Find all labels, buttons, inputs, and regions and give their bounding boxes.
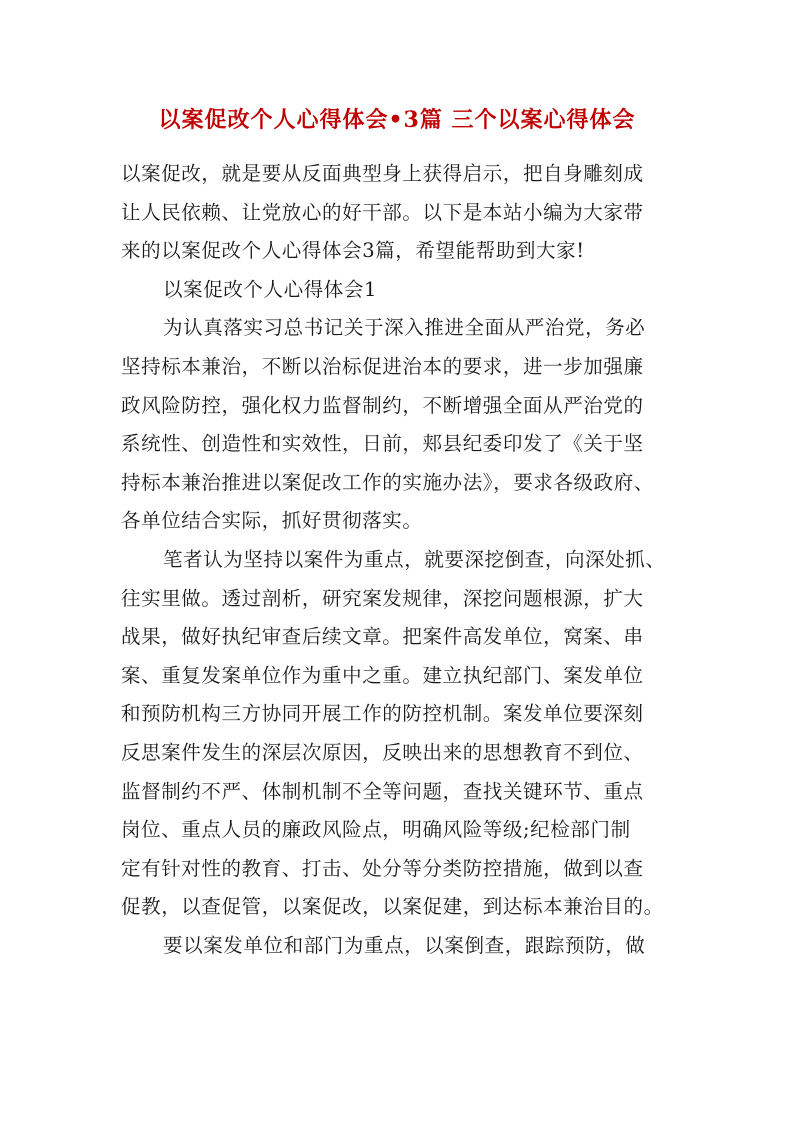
body-line: 笔者认为坚持以案件为重点，就要深挖倒查，向深处抓、 <box>163 547 666 571</box>
document-title: 以案促改个人心得体会•3篇 三个以案心得体会 <box>158 107 636 133</box>
body-line: 案、重复发案单位作为重中之重。建立执纪部门、案发单位 <box>121 663 644 687</box>
body-line: 系统性、创造性和实效性，日前，郏县纪委印发了《关于坚 <box>121 432 644 456</box>
body-line: 战果，做好执纪审查后续文章。把案件高发单位，窝案、串 <box>121 625 644 649</box>
body-line: 让人民依赖、让党放心的好干部。以下是本站小编为大家带 <box>121 200 644 224</box>
body-line: 往实里做。透过剖析，研究案发规律，深挖问题根源，扩大 <box>121 586 644 610</box>
body-line: 来的以案促改个人心得体会3篇，希望能帮助到大家! <box>121 239 585 263</box>
body-line: 坚持标本兼治，不断以治标促进治本的要求，进一步加强廉 <box>121 354 644 378</box>
body-line: 要以案发单位和部门为重点，以案倒查，跟踪预防，做 <box>163 933 646 957</box>
body-line: 持标本兼治推进以案促改工作的实施办法》，要求各级政府、 <box>121 470 654 494</box>
body-line: 以案促改个人心得体会1 <box>163 277 378 301</box>
body-line: 各单位结合实际，抓好贯彻落实。 <box>121 509 423 533</box>
body-line: 定有针对性的教育、打击、处分等分类防控措施，做到以查 <box>121 856 644 880</box>
body-line: 以案促改，就是要从反面典型身上获得启示，把自身雕刻成 <box>121 162 644 185</box>
body-line: 和预防机构三方协同开展工作的防控机制。案发单位要深刻 <box>121 702 644 726</box>
body-line: 监督制约不严、体制机制不全等问题，查找关键环节、重点 <box>121 779 644 803</box>
body-line: 为认真落实习总书记关于深入推进全面从严治党，务必 <box>163 316 646 340</box>
body-line: 岗位、重点人员的廉政风险点，明确风险等级;纪检部门制 <box>121 818 631 842</box>
body-line: 促教，以查促管，以案促改，以案促建，到达标本兼治目的。 <box>121 895 664 919</box>
body-line: 反思案件发生的深层次原因，反映出来的思想教育不到位、 <box>121 740 644 764</box>
document-body <box>121 155 691 965</box>
body-line: 政风险防控，强化权力监督制约，不断增强全面从严治党的 <box>121 393 644 417</box>
